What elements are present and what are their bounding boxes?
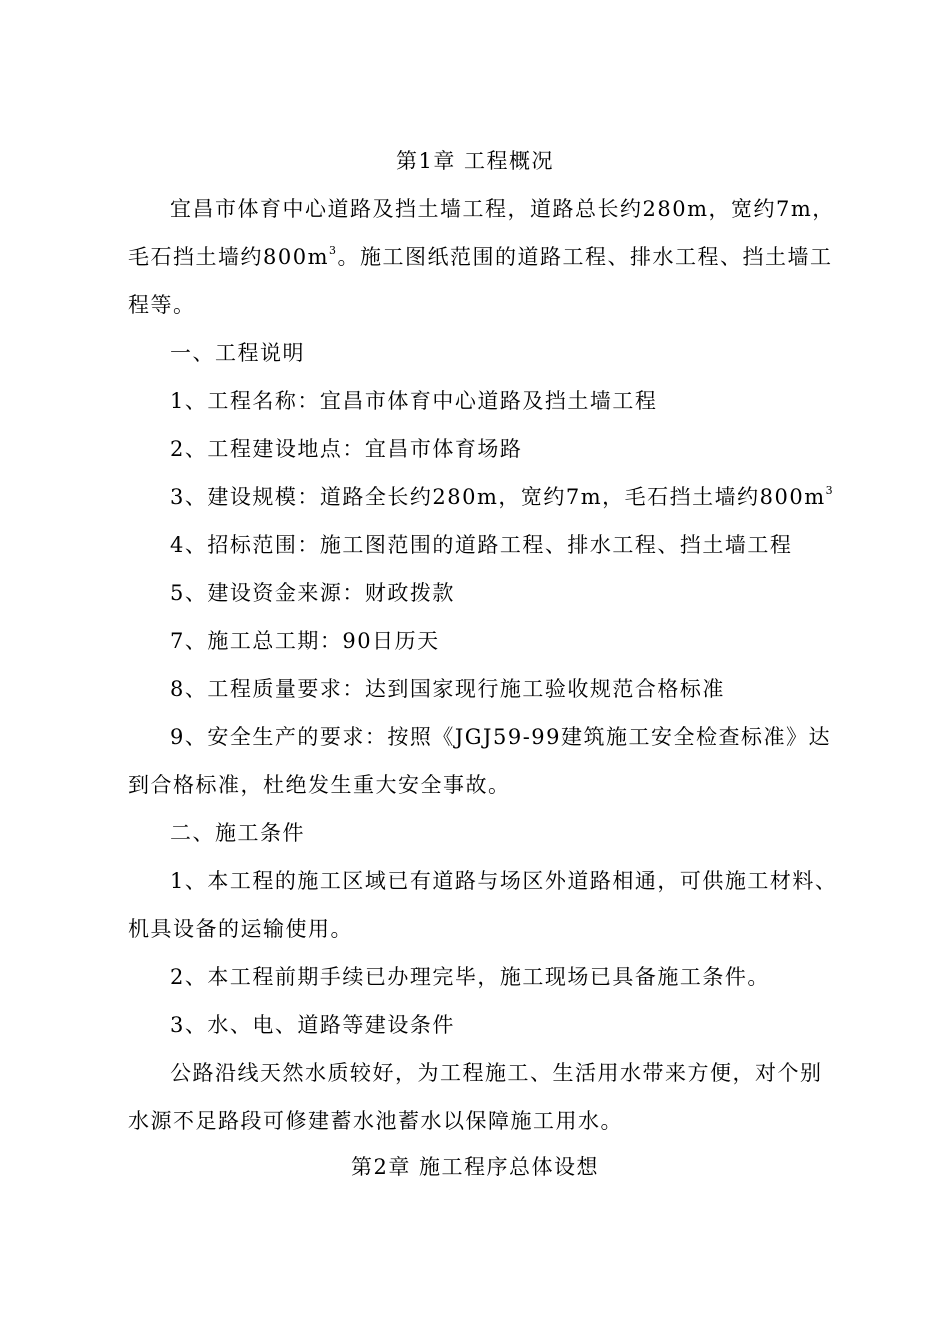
intro-line-2-text-b: 。施工图纸范围的道路工程、排水工程、挡土墙工 [337, 245, 833, 269]
project-location-item: 2、工程建设地点：宜昌市体育场路 [170, 437, 523, 461]
chapter-2-title: 第2章 施工程序总体设想 [350, 1155, 600, 1179]
water-para-line-2: 水源不足路段可修建蓄水池蓄水以保障施工用水。 [128, 1109, 623, 1133]
bid-scope-item: 4、招标范围：施工图范围的道路工程、排水工程、挡土墙工程 [170, 533, 793, 557]
intro-line-1: 宜昌市体育中心道路及挡土墙工程，道路总长约280m，宽约7m， [170, 197, 835, 221]
construction-period-item: 7、施工总工期：90日历天 [170, 629, 440, 653]
utilities-heading: 3、水、电、道路等建设条件 [170, 1013, 455, 1037]
project-name-item: 1、工程名称：宜昌市体育中心道路及挡土墙工程 [170, 389, 658, 413]
funding-source-item: 5、建设资金来源：财政拨款 [170, 581, 455, 605]
project-scale-item [0, 482, 950, 512]
safety-requirement-line-1: 9、安全生产的要求：按照《JGJ59-99建筑施工安全检查标准》达 [170, 725, 832, 749]
chapter-1-title: 第1章 工程概况 [395, 149, 555, 173]
intro-line-2-text-a: 毛石挡土墙约800m [128, 245, 329, 269]
road-access-line-1: 1、本工程的施工区域已有道路与场区外道路相通，可供施工材料、 [170, 869, 838, 893]
section-1-heading: 一、工程说明 [170, 341, 305, 365]
section-2-heading: 二、施工条件 [170, 821, 305, 845]
road-access-line-2: 机具设备的运输使用。 [128, 917, 353, 941]
intro-line-3: 程等。 [128, 293, 196, 317]
water-para-line-1: 公路沿线天然水质较好，为工程施工、生活用水带来方便，对个别 [170, 1061, 823, 1085]
safety-requirement-line-2: 到合格标准，杜绝发生重大安全事故。 [128, 773, 511, 797]
quality-requirement-item: 8、工程质量要求：达到国家现行施工验收规范合格标准 [170, 677, 725, 701]
cubic-superscript: 3 [329, 244, 338, 257]
procedures-item: 2、本工程前期手续已办理完毕，施工现场已具备施工条件。 [170, 965, 770, 989]
intro-line-2 [0, 242, 950, 272]
project-scale-text: 3、建设规模：道路全长约280m，宽约7m，毛石挡土墙约800m [170, 485, 826, 509]
cubic-superscript: 3 [825, 484, 835, 497]
